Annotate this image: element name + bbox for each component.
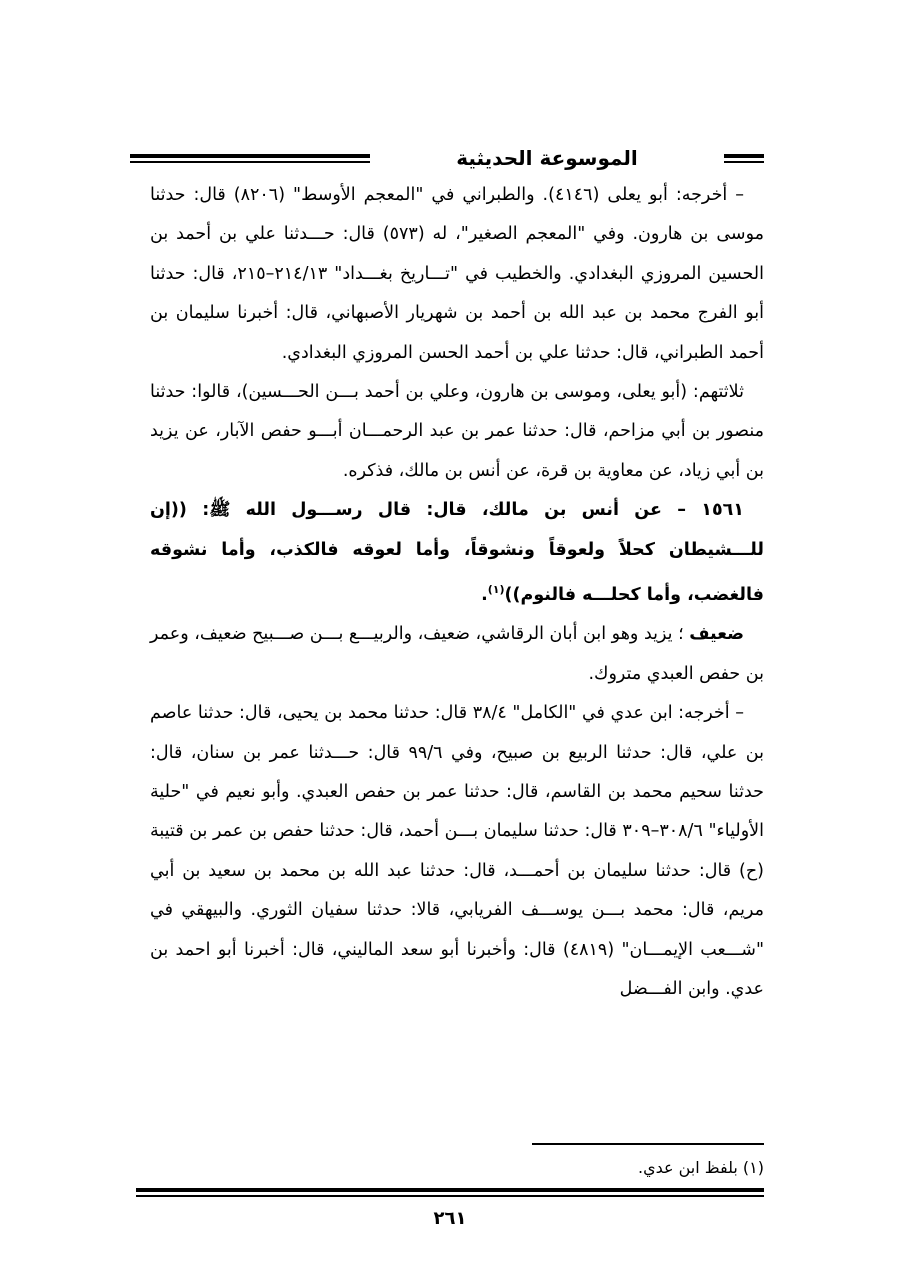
paragraph-takhrij-1: – أخرجه: أبو يعلى (٤١٤٦). والطبراني في "المعجم الأوسط" (٨٢٠٦) قال: حدثنا موسى بن هارون. وفي "المعجم الصغير"، له (٥٧٣) قال: حـــدثنا علي بن أحمد بن الحسين المروزي البغدادي. والخطيب في "تـــاريخ بغـــداد" ٢١٤/١٣–٢١٥، قال: حدثنا أبو الفرج محمد بن عبد الله بن أحمد بن شهريار الأصبهاني، قال: أخبرنا سليمان بن أحمد الطبراني، قال: حدثنا علي بن أحمد الحسن المروزي البغدادي. <box>150 185 764 363</box>
page-title: الموسوعة الحديثية <box>456 146 638 170</box>
page-number: ٢٦١ <box>433 1208 467 1229</box>
grade-word: ضعيف <box>689 624 744 645</box>
header-rule-left <box>130 154 370 163</box>
grade-paragraph <box>150 615 764 694</box>
paragraph-takhrij-2: – أخرجه: ابن عدي في "الكامل" ٣٨/٤ قال: حدثنا محمد بن يحيى، قال: حدثنا عاصم بن علي، قال: حدثنا الربيع بن صبيح، وفي ٩٩/٦ قال: حـــدثنا عمر بن سنان، قال: حدثنا سحيم محمد بن القاسم، قال: حدثنا عمر بن حفص العبدي. وأبو نعيم في "حلية الأولياء" ٣٠٨/٦–٣٠٩ قال: حدثنا سليمان بـــن أحمد، قال: حدثنا حفص بن عمر بن قتيبة (ح) قال: حدثنا سليمان بن أحمـــد، قال: حدثنا عبد الله بن محمد بن سعيد بن أبي مريم، قال: محمد بـــن يوســـف الفريابي، قالا: حدثنا سفيان الثوري. والبيهقي في "شـــعب الإيمـــان" (٤٨١٩) قال: وأخبرنا أبو سعد الماليني، قال: أخبرنا أبو احمد بن عدي. وابن الفـــضل <box>150 703 764 999</box>
hadith-end: . <box>481 584 488 605</box>
footnote-ref: (١) <box>487 583 505 597</box>
hadith-text <box>150 491 764 615</box>
hadith-body: ١٥٦١ – عن أنس بن مالك، قال: قال رســـول الله ﷺ: ((إن للـــشيطان كحلاً ولعوقاً ونشوقاً، وأما لعوقه فالكذب، وأما نشوقه فالغضب، وأما كحلـــه فالنوم)) <box>150 500 764 605</box>
page-header <box>130 144 764 174</box>
grade-text: ؛ يزيد وهو ابن أبان الرقاشي، ضعيف، والربيـــع بـــن صـــبيح ضعيف، وعمر بن حفص العبدي متروك. <box>150 624 764 684</box>
header-rule-right <box>724 154 764 163</box>
main-text <box>150 176 764 1009</box>
paragraph-chain: ثلاثتهم: (أبو يعلى، وموسى بن هارون، وعلي بن أحمد بـــن الحـــسين)، قالوا: حدثنا منصور بن أبي مزاحم، قال: حدثنا عمر بن عبد الرحمـــان أبـــو حفص الآبار، عن يزيد بن أبي زياد، عن معاوية بن قرة، عن أنس بن مالك، فذكره. <box>150 382 764 481</box>
footer-rule <box>136 1188 764 1197</box>
footnote-separator <box>532 1143 764 1145</box>
footnote: (١) بلفظ ابن عدي. <box>637 1158 764 1177</box>
